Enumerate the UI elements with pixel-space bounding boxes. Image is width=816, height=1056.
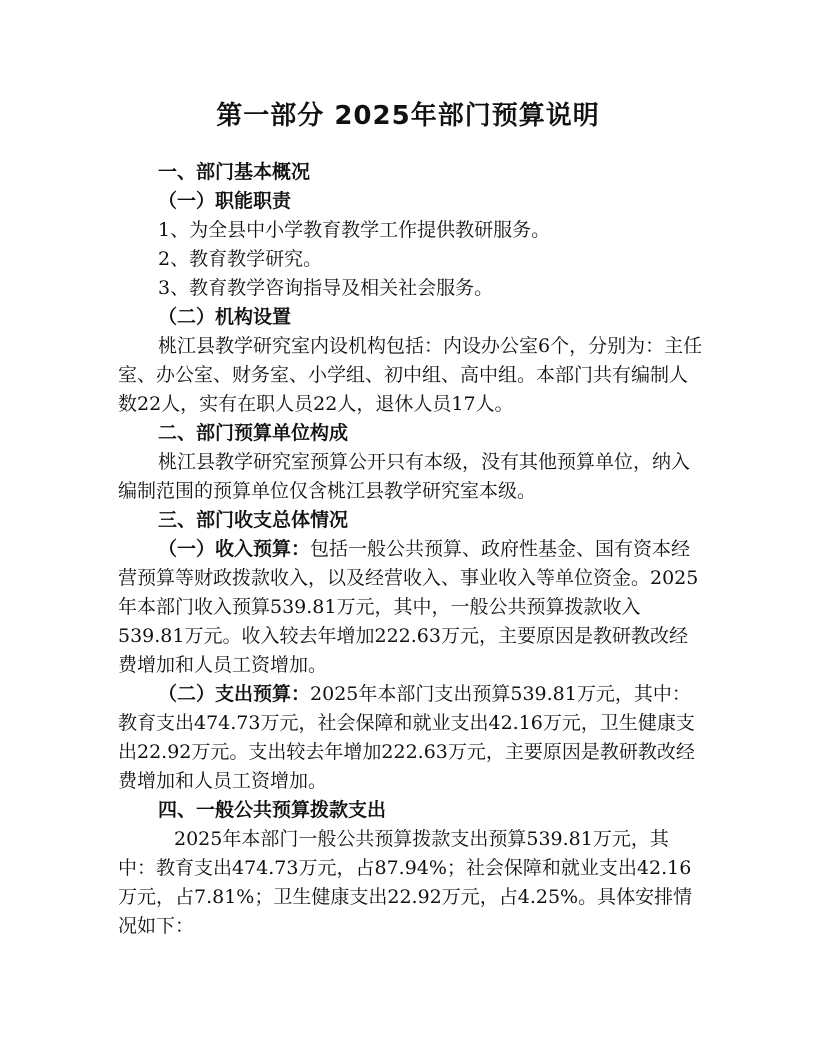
document-body bbox=[118, 158, 703, 941]
expense-label: （二）支出预算： bbox=[158, 683, 311, 705]
duty-item-1: 1、为全县中小学教育教学工作提供教研服务。 bbox=[158, 219, 551, 241]
section-3-heading: 三、部门收支总体情况 bbox=[158, 509, 349, 531]
income-label: （一）收入预算： bbox=[158, 538, 311, 560]
document-title: 第一部分 2025年部门预算说明 bbox=[216, 101, 600, 131]
organization-paragraph: 桃江县教学研究室内设机构包括：内设办公室6个，分别为：主任室、办公室、财务室、小学组、初中组、高中组。本部门共有编制人数22人，实有在职人员22人，退休人员17人。 bbox=[118, 335, 703, 415]
section-1-1-heading: （一）职能职责 bbox=[158, 190, 292, 212]
general-budget-paragraph: 2025年本部门一般公共预算拨款支出预算539.81万元，其中：教育支出474.73万元，占87.94%；社会保障和就业支出42.16万元，占7.81%；卫生健康支出22.92万元，占4.25%。具体安排情况如下： bbox=[118, 828, 693, 937]
income-paragraph bbox=[118, 535, 703, 680]
section-2-heading: 二、部门预算单位构成 bbox=[158, 422, 349, 444]
income-text: 包括一般公共预算、政府性基金、国有资本经营预算等财政拨款收入，以及经营收入、事业收入等单位资金。2025年本部门收入预算539.81万元，其中，一般公共预算拨款收入539.81万元。收入较去年增加222.63万元，主要原因是教研教改经费增加和人员工资增加。 bbox=[118, 538, 699, 676]
section-1-2-heading: （二）机构设置 bbox=[158, 306, 292, 328]
budget-units-paragraph: 桃江县教学研究室预算公开只有本级，没有其他预算单位，纳入编制范围的预算单位仅含桃江县教学研究室本级。 bbox=[118, 451, 691, 502]
expense-paragraph bbox=[118, 680, 703, 796]
section-4-heading: 四、一般公共预算拨款支出 bbox=[158, 799, 387, 821]
duty-item-2: 2、教育教学研究。 bbox=[158, 248, 323, 270]
expense-text: 2025年本部门支出预算539.81万元，其中：教育支出474.73万元，社会保障和就业支出42.16万元，卫生健康支出22.92万元。支出较去年增加222.63万元，主要原因是教研教改经费增加和人员工资增加。 bbox=[118, 683, 695, 792]
section-1-heading: 一、部门基本概况 bbox=[158, 161, 311, 183]
duty-item-3: 3、教育教学咨询指导及相关社会服务。 bbox=[158, 277, 494, 299]
